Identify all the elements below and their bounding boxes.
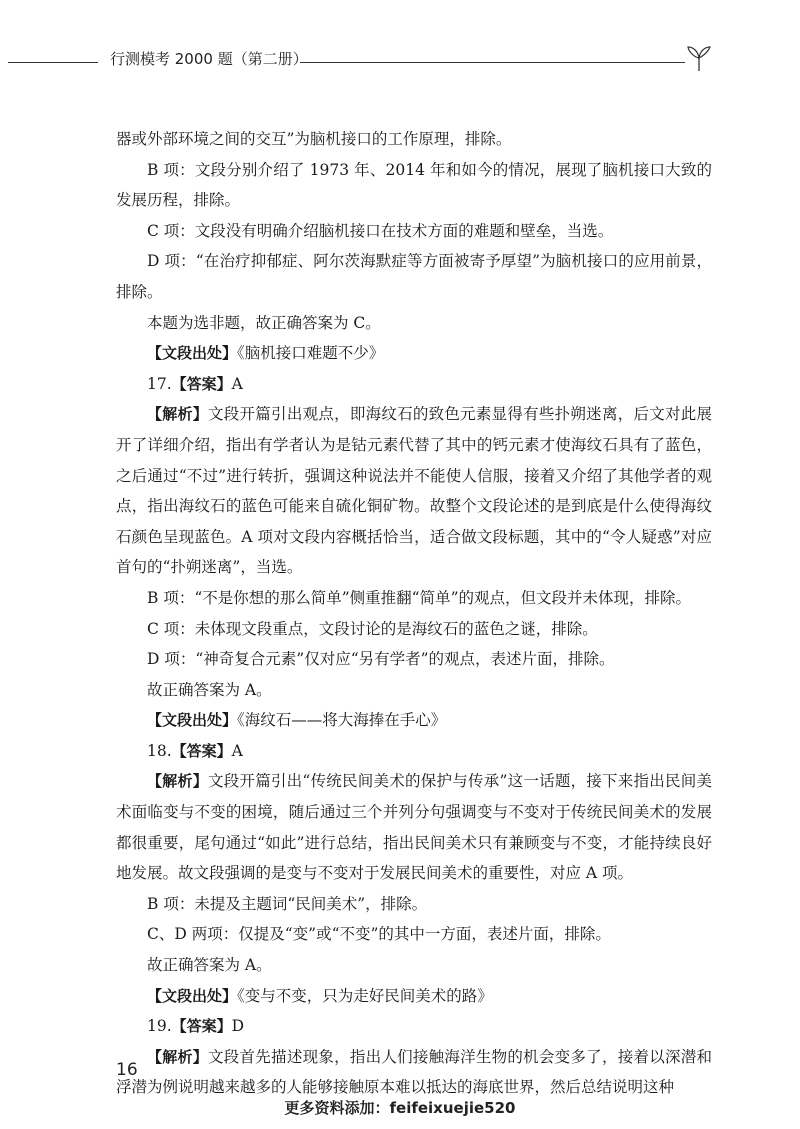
question-number: 17. bbox=[147, 374, 172, 393]
paragraph-text: D 项：“神奇复合元素”仅对应“另有学者”的观点，表述片面，排除。 bbox=[147, 650, 615, 669]
paragraph bbox=[116, 338, 712, 369]
paragraph bbox=[116, 950, 712, 981]
paragraph bbox=[116, 124, 712, 155]
section-label: 【解析】 bbox=[147, 405, 209, 424]
section-label: 【答案】 bbox=[171, 374, 232, 393]
paragraph-text: B 项：“不是你想的那么简单”侧重推翻“简单”的观点，但文段并未体现，排除。 bbox=[147, 588, 692, 607]
paragraph-text: 器或外部环境之间的交互”为脑机接口的工作原理，排除。 bbox=[116, 130, 512, 148]
header-title: 行测模考 2000 题（第二册） bbox=[110, 50, 308, 68]
paragraph bbox=[116, 216, 712, 247]
section-label: 【解析】 bbox=[147, 772, 208, 791]
running-header bbox=[0, 44, 800, 80]
paragraph bbox=[116, 919, 712, 950]
header-rule-right bbox=[300, 62, 685, 63]
paragraph-text: 文段开篇引出观点，即海纹石的致色元素显得有些扑朔迷离，后文对此展开了详细介绍，指出有学者认为是钴元素代替了其中的钙元素才使海纹石具有了蓝色，之后通过“不过”进行转折，强调这种说法并不能使人信服，接着又介绍了其他学者的观点，指出海纹石的蓝色可能来自硫化铜矿物。故整个文段论述的是到底是什么使得海纹石颜色呈现蓝色。A 项对文段内容概括恰当，适合做文段标题，其中的“令人疑惑”对应首句的“扑朔迷离”，当选。 bbox=[116, 405, 712, 577]
paragraph-text: B 项：未提及主题词“民间美术”，排除。 bbox=[147, 894, 428, 913]
paragraph bbox=[116, 308, 712, 339]
paragraph bbox=[116, 766, 712, 888]
paragraph-text: 《脑机接口难题不少》 bbox=[237, 344, 385, 363]
footer-note: 更多资料添加：feifeixuejie520 bbox=[284, 1099, 516, 1117]
paragraph-text: B 项：文段分别介绍了 1973 年、2014 年和如今的情况，展现了脑机接口大致的发展历程，排除。 bbox=[116, 160, 712, 210]
page-number: 16 bbox=[116, 1060, 138, 1080]
paragraph bbox=[116, 736, 712, 767]
paragraph-text: A bbox=[231, 374, 243, 393]
section-label: 【答案】 bbox=[171, 1017, 232, 1036]
paragraph-text: D 项：“在治疗抑郁症、阿尔茨海默症等方面被寄予厚望”为脑机接口的应用前景，排除。 bbox=[116, 252, 712, 301]
section-label: 【答案】 bbox=[171, 741, 232, 760]
paragraph bbox=[116, 155, 712, 216]
page-body bbox=[116, 124, 712, 1103]
paragraph-text: D bbox=[231, 1017, 245, 1036]
paragraph bbox=[116, 644, 712, 675]
sprout-icon bbox=[684, 44, 714, 72]
paragraph-text: C 项：文段没有明确介绍脑机接口在技术方面的难题和壁垒，当选。 bbox=[147, 221, 614, 240]
paragraph-text: C、D 两项：仅提及“变”或“不变”的其中一方面，表述片面，排除。 bbox=[147, 925, 611, 944]
paragraph bbox=[116, 583, 712, 614]
paragraph bbox=[116, 399, 712, 583]
paragraph-text: 故正确答案为 A。 bbox=[147, 956, 272, 975]
paragraph-text: 《海纹石——将大海捧在手心》 bbox=[237, 711, 447, 730]
paragraph-text: 故正确答案为 A。 bbox=[147, 680, 272, 699]
paragraph bbox=[116, 1011, 712, 1042]
paragraph-text: 本题为选非题，故正确答案为 C。 bbox=[147, 313, 381, 332]
paragraph bbox=[116, 675, 712, 706]
paragraph bbox=[116, 1042, 712, 1103]
section-label: 【文段出处】 bbox=[147, 711, 238, 730]
paragraph bbox=[116, 889, 712, 920]
paragraph-text: C 项：未体现文段重点，文段讨论的是海纹石的蓝色之谜，排除。 bbox=[147, 619, 598, 638]
header-rule-left bbox=[8, 62, 98, 63]
section-label: 【文段出处】 bbox=[147, 986, 238, 1005]
paragraph-text: 文段开篇引出“传统民间美术的保护与传承”这一话题，接下来指出民间美术面临变与不变的困境，随后通过三个并列分句强调变与不变对于传统民间美术的发展都很重要，尾句通过“如此”进行总结，指出民间美术只有兼顾变与不变，才能持续良好地发展。故文段强调的是变与不变对于发展民间美术的重要性，对应 A 项。 bbox=[116, 772, 712, 883]
paragraph-text: A bbox=[231, 741, 243, 760]
paragraph bbox=[116, 246, 712, 307]
paragraph bbox=[116, 369, 712, 400]
section-label: 【解析】 bbox=[147, 1047, 209, 1066]
paragraph bbox=[116, 705, 712, 736]
paragraph bbox=[116, 614, 712, 645]
question-number: 19. bbox=[147, 1017, 172, 1036]
question-number: 18. bbox=[147, 741, 172, 760]
paragraph-text: 文段首先描述现象，指出人们接触海洋生物的机会变多了，接着以深潜和浮潜为例说明越来越多的人能够接触原本难以抵达的海底世界，然后总结说明这种 bbox=[116, 1047, 712, 1097]
section-label: 【文段出处】 bbox=[147, 344, 238, 363]
paragraph-text: 《变与不变，只为走好民间美术的路》 bbox=[237, 986, 493, 1005]
paragraph bbox=[116, 981, 712, 1012]
